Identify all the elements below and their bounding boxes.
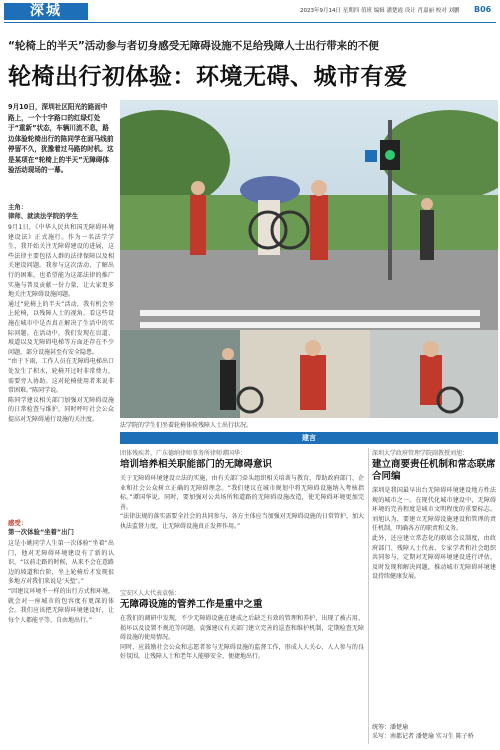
headline: 轮椅出行初体验：环境无碍、城市有爱 (8, 64, 408, 90)
left-paragraph: “由于下雨，工作人员在无障碍电梯出口处发生了积水，轮椅开过时非常费力，需要旁人协助。这对轮椅使用者来说非常困难。”陈同学说。 (8, 358, 114, 395)
host-label: 主角： (8, 203, 28, 211)
article-paragraph: 同时，应鼓励社会公众和志愿者参与无障碍设施的监督工作，形成人人关心、人人参与的良好氛围，让残障人士和老年人能够安全、便捷地出行。 (120, 643, 364, 661)
section-banner: 建言 (120, 432, 498, 444)
article-paragraph: 此外，还应建立常态化的联席会议制度，由政府部门、残障人士代表、专家学者和社会组织共同参与，定期对无障碍环境建设进行评估，及时发现和解决问题，推动城市无障碍环境建设持续健康发展。 (372, 534, 496, 581)
credits (372, 722, 496, 740)
left-column-2 (8, 518, 114, 625)
article-paragraph: 关于无障碍环境建设立法的实施，由有关部门牵头组织相关培训与教育，帮助政府部门、企业和社会公众树立正确的无障碍理念。“我们建议在城市规划中将无障碍设施纳入考核指标。”谭国华说，同时，要加强对公共场所和道路的无障碍设施改造，使无障碍环境更加完善。 (120, 475, 364, 511)
article-paragraph: 在我们的调研中发现，不少无障碍设施在建成之后缺乏有效的管理和养护，出现了被占用、损坏以及设置不规范等问题。袁强建议有关部门建立完善的巡查和维护机制，定期检查无障碍设施的使用情况。 (120, 615, 364, 642)
page-number: B06 (474, 5, 492, 14)
left-paragraph: 9月1日，《中华人民共和国无障碍环境建设法》正式施行。作为一名法学学生，我开始关注无障碍建设的进展，这些法律主要包括人群的法律保障以及相关建设问题。我参与这次活动，了解出行的困难，也希望能为这部法律的推广实施与普及贡献一份力量，让大家更多地关注无障碍设施问题。 (8, 224, 114, 299)
article-paragraph: 深圳是我国最早出台无障碍环境建设地方性法规的城市之一。在现代化城市建设中，无障碍环境的完善程度是城市文明程度的重要标志。刘旭认为，要建立无障碍设施建设和管理的责任机制，明确各方的职责和义务。 (372, 487, 496, 533)
article-3 (120, 588, 364, 662)
column-divider (368, 448, 369, 744)
article-source: 深圳大学政府管理学院副教授刘旭： (372, 450, 469, 457)
left-paragraph: 这是小姚同学人生第一次体验“坐着”出门，他对无障碍环境建设有了新的认识，“以前走路的时候，从来不会在意路边的坡道和台阶，坐上轮椅后才发现很多地方对我们来说是‘天堑’。” (8, 540, 114, 586)
lead-paragraph: 9月10日，深圳社区阳光的路面中路上，一个十字路口的红绿灯处于“重新”状态，车辆川流不息，路边体验轮椅出行的陈同学在面马线前停留不久，犹豫着过马路的时机。这是某项在“轮椅上的半天”无障碍体验活动现场的一幕。 (8, 103, 114, 174)
left-paragraph: 陈同学建议相关部门加强对无障碍设施的日常检查与维护，同时呼吁社会公众提高对无障碍通行设施的关注度。 (8, 396, 114, 423)
left-paragraph: “因建议环境不一样的出行方式和环境，就会对一座城市的包容度有更深的体会。我们应该把无障碍环境建设好，让每个人都能平等、自由地出行。” (8, 587, 114, 624)
photo-caption: 法学院的学生们坐着轮椅体验残障人士出行状况。 (120, 422, 253, 429)
article-source: 团体残疾者、广东德纳律师事务所律师谭国华： (120, 450, 247, 457)
article-title: 无障碍设施的管养工作是重中之重 (120, 599, 263, 610)
article-title: 培训培养相关职能部门的无障碍意识 (120, 459, 273, 470)
photo-illustration (120, 100, 498, 418)
feel-title: 第一次体验“坐着”出门 (8, 528, 74, 536)
article-paragraph: “法律法规的落实需要全社会的共同参与，各方主体应当加强对无障碍设施的日常管护，加大执法监督力度，让无障碍设施真正发挥作用。” (120, 513, 364, 530)
credit-line: 采写：南都记者 潘楚瑜 实习生 陈子桥 (372, 733, 474, 740)
section-title: 深城 (4, 3, 88, 20)
news-photo (120, 100, 498, 418)
header-divider (4, 22, 496, 23)
credit-line: 统筹：潘楚瑜 (372, 724, 409, 731)
left-paragraph: 通过“轮椅上的半天”活动，我有机会坐上轮椅，以残障人士的视角，看这些设施在城市中是否真正解决了生活中的实际问题。在活动中，我们发现在盲道、坡道以及无障碍电梯等方面还存在不少问题，部分设施甚至有安全隐患。 (8, 300, 114, 356)
page-meta: 2023年9月14日 星期四 值班 编辑 潘楚霞 设计 肖嘉丽 校对 刘鹏 (300, 8, 460, 14)
left-column (8, 202, 114, 424)
host-name: 律师、就读法学院的学生 (8, 212, 79, 220)
article-1 (120, 448, 364, 532)
subheadline: “轮椅上的半天”活动参与者切身感受无障碍设施不足给残障人士出行带来的不便 (8, 40, 379, 52)
article-2 (372, 448, 496, 582)
feel-label: 感受： (8, 519, 28, 527)
article-title: 建立商要责任机制和常态联席合同编 (372, 459, 496, 482)
article-source: 宝安区人大代表袁强： (120, 590, 181, 597)
page-header (0, 0, 500, 22)
